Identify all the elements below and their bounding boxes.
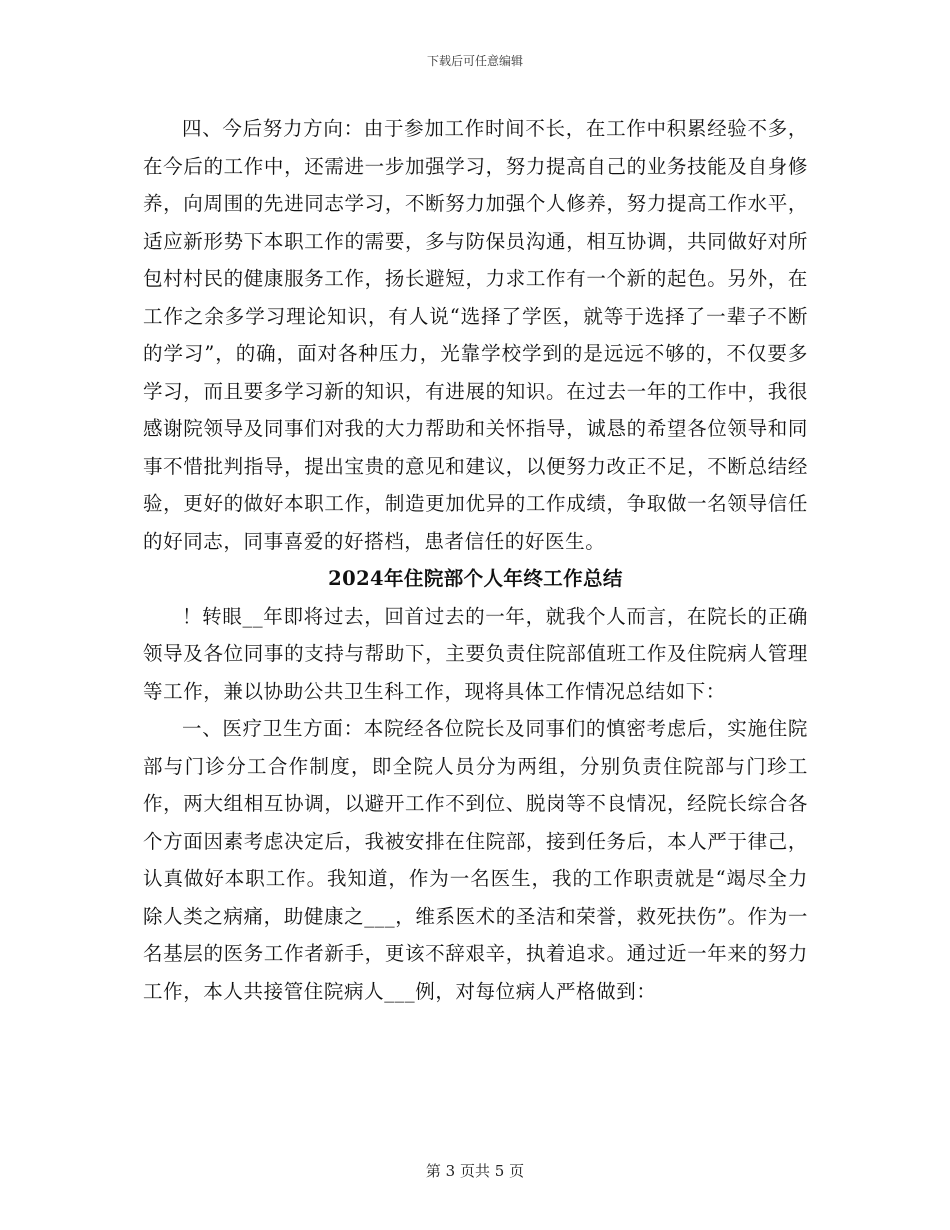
paragraph-intro: ！转眼__年即将过去，回首过去的一年，就我个人而言，在院长的正确领导及各位同事的支持与帮助下，主要负责住院部值班工作及住院病人管理等工作，兼以协助公共卫生科工作，现将具体工作情况总结如下：	[143, 604, 808, 703]
document-body	[143, 110, 808, 1010]
section-heading: 2024年住院部个人年终工作总结	[328, 567, 623, 590]
paragraph-future-direction: 四、今后努力方向：由于参加工作时间不长，在工作中积累经验不多，在今后的工作中，还需进一步加强学习，努力提高自己的业务技能及自身修养，向周围的先进同志学习，不断努力加强个人修养，努力提高工作水平，适应新形势下本职工作的需要，多与防保员沟通，相互协调，共同做好对所包村村民的健康服务工作，扬长避短，力求工作有一个新的起色。另外，在工作之余多学习理论知识，有人说“选择了学医，就等于选择了一辈子不断的学习”，的确，面对各种压力，光靠学校学到的是远远不够的，不仅要多学习，而且要多学习新的知识，有进展的知识。在过去一年的工作中，我很感谢院领导及同事们对我的大力帮助和关怀指导，诚恳的希望各位领导和同事不惜批判指导，提出宝贵的意见和建议，以便努力改正不足，不断总结经验，更好的做好本职工作，制造更加优异的工作成绩，争取做一名领导信任的好同志，同事喜爱的好搭档，患者信任的好医生。	[143, 117, 808, 553]
page-footer: 第 3 页共 5 页	[425, 1162, 525, 1180]
paragraph-medical-work: 一、医疗卫生方面：本院经各位院长及同事们的慎密考虑后，实施住院部与门诊分工合作制度，即全院人员分为两组，分别负责住院部与门珍工作，两大组相互协调，以避开工作不到位、脱岗等不良情况，经院长综合各个方面因素考虑决定后，我被安排在住院部，接到任务后，本人严于律己，认真做好本职工作。我知道，作为一名医生，我的工作职责就是“竭尽全力除人类之病痛，助健康之___，维系医术的圣洁和荣誉，救死扶伤”。作为一名基层的医务工作者新手，更该不辞艰辛，执着追求。通过近一年来的努力工作，本人共接管住院病人___例，对每位病人严格做到：	[143, 717, 808, 1003]
page-header: 下载后可任意编辑	[426, 54, 523, 68]
